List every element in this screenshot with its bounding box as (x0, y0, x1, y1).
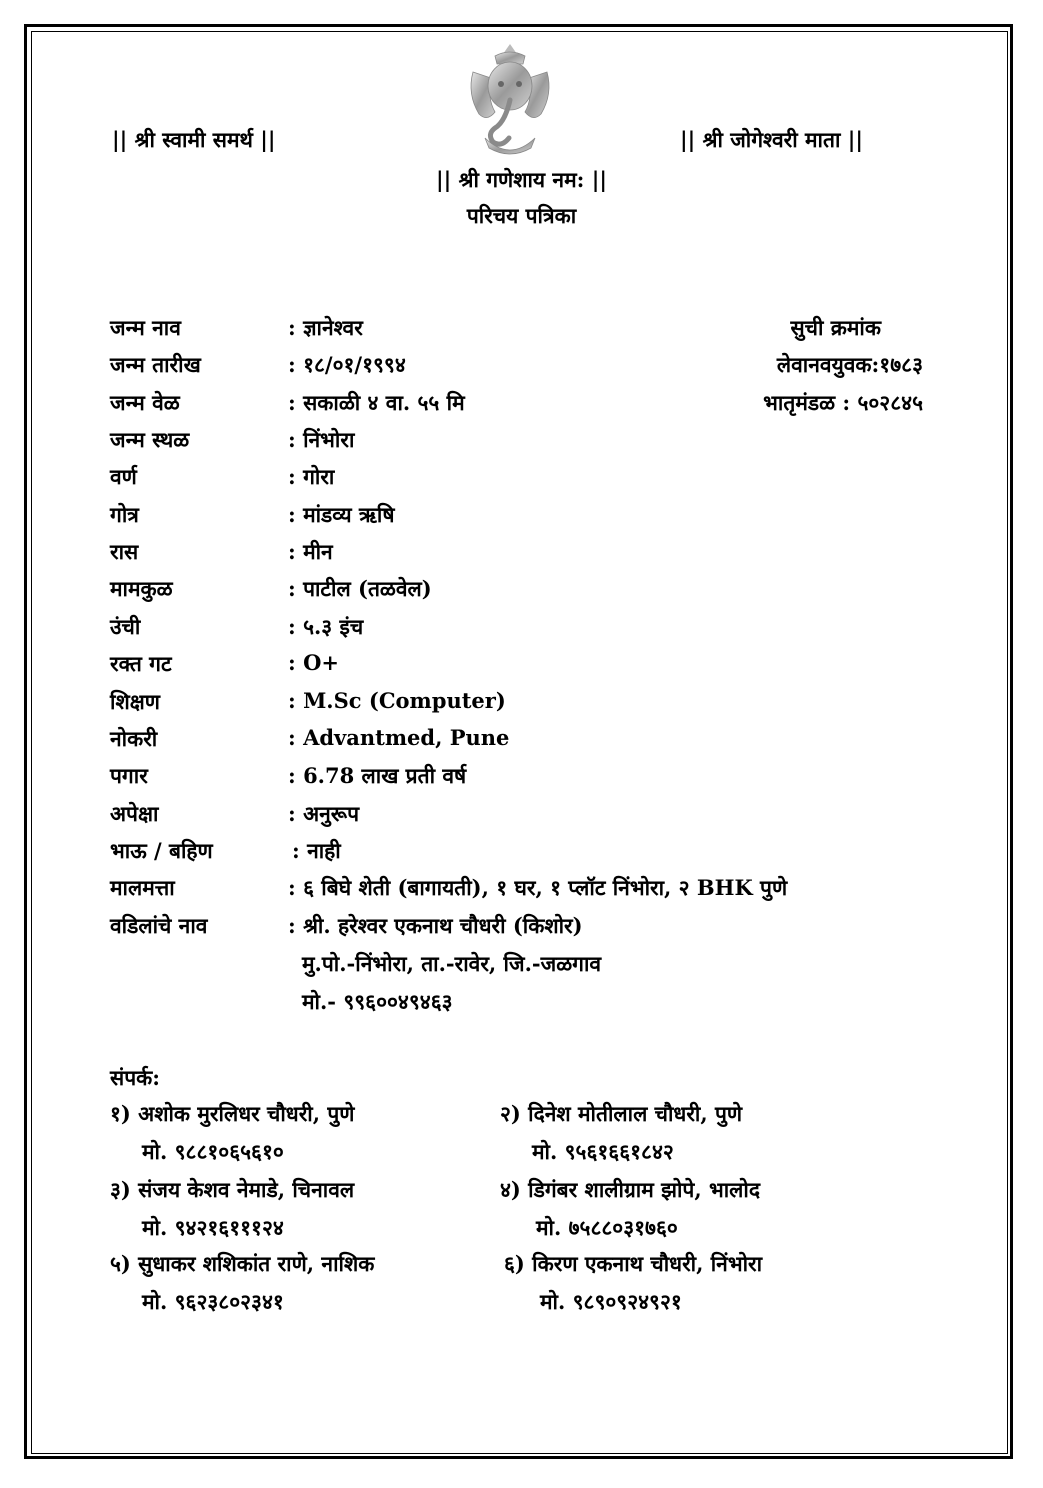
father-address: मु.पो.-निंभोरा, ता.-रावेर, जि.-जळगाव (302, 951, 602, 976)
ganesha-logo (465, 42, 555, 157)
contact-entry (110, 1176, 354, 1242)
registration-number-2: भातृमंडळ : ५०२८४५ (763, 390, 923, 415)
contact-name: ६) किरण एकनाथ चौधरी, निंभोरा (504, 1251, 763, 1276)
contact-entry (500, 1100, 742, 1166)
registration-number-1: लेवानवयुवक:१७८३ (776, 352, 923, 377)
contact-phone: मो. ९८८१०६५६१० (142, 1139, 284, 1164)
contact-name: २) दिनेश मोतीलाल चौधरी, पुणे (500, 1101, 743, 1126)
contact-name: ३) संजय केशव नेमाडे, चिनावल (110, 1177, 355, 1202)
detail-value: : १८/०१/१९९४ (288, 352, 406, 377)
detail-value: : पाटील (तळवेल) (288, 576, 432, 601)
detail-value: : नाही (292, 838, 341, 863)
detail-label: शिक्षण (110, 689, 160, 714)
detail-value: : अनुरूप (288, 801, 360, 826)
contact-name: ४) डिगंबर शालीग्राम झोपे, भालोद (500, 1177, 760, 1202)
detail-value: : ६ बिघे शेती (बागायती), १ घर, १ प्लॉट निंभोरा, २ BHK पुणे (288, 875, 788, 900)
detail-value: : मीन (288, 539, 333, 564)
detail-label: वर्ण (110, 464, 137, 489)
contact-phone: मो. ७५८८०३१७६० (536, 1215, 678, 1240)
contact-entry (110, 1250, 374, 1316)
detail-label: जन्म स्थळ (110, 427, 190, 452)
right-invocation: || श्री जोगेश्वरी माता || (680, 127, 863, 152)
contact-entry (110, 1100, 354, 1166)
detail-label: रक्त गट (110, 651, 172, 676)
detail-value: : M.Sc (Computer) (288, 688, 506, 713)
detail-value: : 6.78 लाख प्रती वर्ष (288, 763, 467, 788)
detail-label: मामकुळ (110, 576, 173, 601)
detail-value: : Advantmed, Pune (288, 725, 510, 750)
detail-label: रास (110, 539, 139, 564)
contacts-heading: संपर्क: (110, 1065, 161, 1090)
contact-entry (500, 1176, 760, 1242)
center-invocation: || श्री गणेशाय नम: || (436, 167, 607, 192)
detail-label: जन्म तारीख (110, 352, 201, 377)
detail-label: जन्म नाव (110, 315, 181, 340)
detail-value: : श्री. हरेश्वर एकनाथ चौधरी (किशोर) (288, 913, 583, 938)
contact-phone: मो. ९६२३८०२३४१ (142, 1289, 284, 1314)
father-phone: मो.- ९९६००४९४६३ (302, 989, 453, 1014)
detail-value: : निंभोरा (288, 427, 355, 452)
detail-value: : O+ (288, 650, 339, 675)
detail-label: गोत्र (110, 502, 139, 527)
detail-label: नोकरी (110, 726, 158, 751)
contact-name: ५) सुधाकर शशिकांत राणे, नाशिक (110, 1251, 375, 1276)
detail-label: मालमत्ता (110, 875, 175, 900)
detail-label: वडिलांचे नाव (110, 913, 208, 938)
detail-label: जन्म वेळ (110, 390, 180, 415)
contact-entry (504, 1250, 762, 1316)
contact-name: १) अशोक मुरलिधर चौधरी, पुणे (110, 1101, 355, 1126)
detail-label: उंची (110, 614, 141, 639)
contact-phone: मो. ९४२१६१११२४ (142, 1215, 284, 1240)
page-title: परिचय पत्रिका (466, 203, 577, 228)
detail-value: : सकाळी ४ वा. ५५ मि (288, 390, 465, 415)
detail-value: : ५.३ इंच (288, 614, 364, 639)
detail-value: : गोरा (288, 464, 335, 489)
detail-label: भाऊ / बहिण (110, 838, 213, 863)
contact-phone: मो. ९८९०९२४९२१ (540, 1289, 682, 1314)
registration-heading: सुची क्रमांक (790, 315, 881, 340)
contact-phone: मो. ९५६१६६१८४२ (532, 1139, 674, 1164)
detail-label: अपेक्षा (110, 801, 159, 826)
detail-value: : मांडव्य ऋषि (288, 502, 395, 527)
detail-value: : ज्ञानेश्वर (288, 315, 363, 340)
left-invocation: || श्री स्वामी समर्थ || (112, 127, 276, 152)
detail-label: पगार (110, 763, 148, 788)
